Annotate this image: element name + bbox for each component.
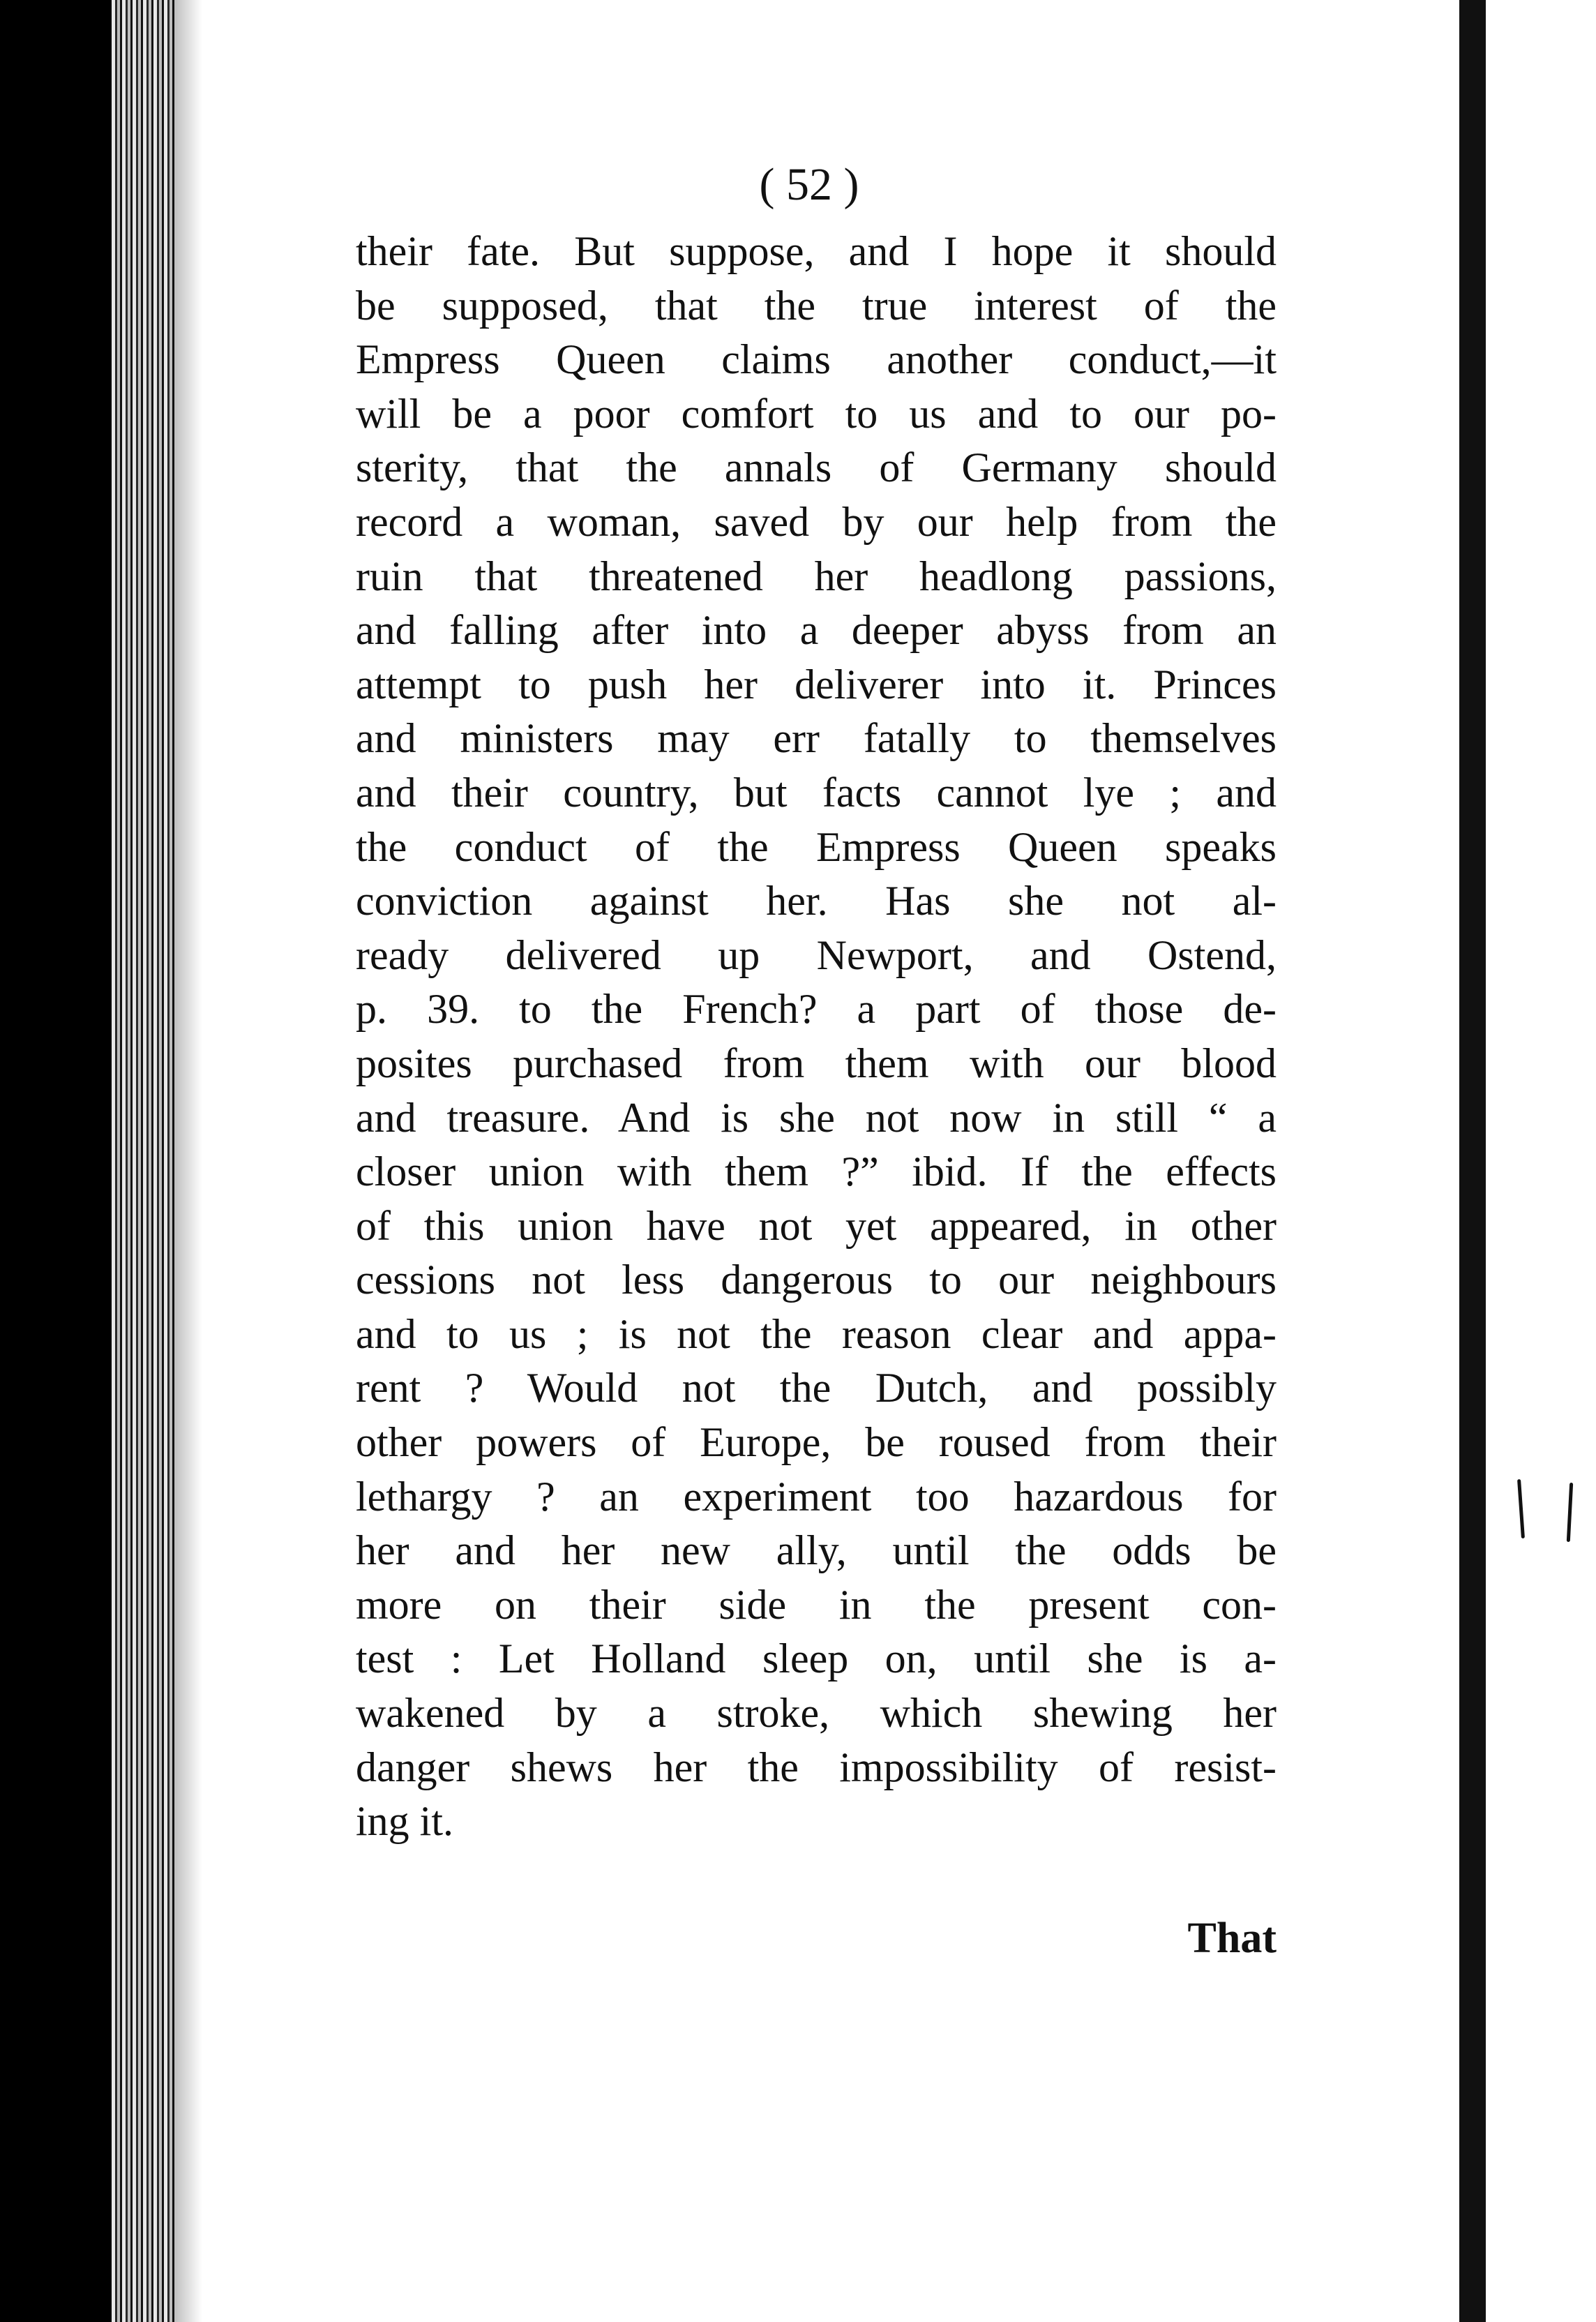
text-line: sterity, that the annals of Germany should bbox=[356, 444, 1277, 491]
text-line: her and her new ally, until the odds be bbox=[356, 1527, 1277, 1574]
catchword: That bbox=[1187, 1915, 1277, 1962]
text-line: cessions not less dangerous to our neighbours bbox=[356, 1257, 1277, 1303]
text-line: closer union with them ?” ibid. If the effects bbox=[356, 1148, 1277, 1195]
text-line: ruin that threatened her headlong passions, bbox=[356, 553, 1277, 599]
text-line: record a woman, saved by our help from the bbox=[356, 498, 1277, 545]
text-line: and ministers may err fatally to themselves bbox=[356, 715, 1277, 762]
text-line: more on their side in the present con- bbox=[356, 1581, 1277, 1628]
text-line: and to us ; is not the reason clear and appa- bbox=[356, 1310, 1277, 1357]
text-line: and their country, but facts cannot lye ; and bbox=[356, 769, 1277, 816]
binding-shadow bbox=[174, 0, 202, 2322]
page-number: ( 52 ) bbox=[759, 159, 859, 210]
text-line: conviction against her. Has she not al- bbox=[356, 878, 1277, 924]
text-line: will be a poor comfort to us and to our po- bbox=[356, 390, 1277, 437]
text-line: posites purchased from them with our blood bbox=[356, 1040, 1277, 1086]
text-line: their fate. But suppose, and I hope it should bbox=[356, 228, 1277, 274]
text-line: p. 39. to the French? a part of those de- bbox=[356, 986, 1277, 1033]
text-line: and falling after into a deeper abyss from an bbox=[356, 607, 1277, 654]
text-line: the conduct of the Empress Queen speaks bbox=[356, 823, 1277, 870]
text-line: test : Let Holland sleep on, until she is a- bbox=[356, 1635, 1277, 1682]
text-line: wakened by a stroke, which shewing her bbox=[356, 1690, 1277, 1737]
text-line: other powers of Europe, be roused from their bbox=[356, 1419, 1277, 1466]
text-line: rent ? Would not the Dutch, and possibly bbox=[356, 1365, 1277, 1411]
text-line: ready delivered up Newport, and Ostend, bbox=[356, 931, 1277, 978]
facing-page bbox=[1486, 0, 1596, 2322]
text-line: be supposed, that the true interest of the bbox=[356, 282, 1277, 329]
book-gutter bbox=[1459, 0, 1486, 2322]
page-edge-stack bbox=[112, 0, 174, 2322]
text-line: lethargy ? an experiment too hazardous for bbox=[356, 1473, 1277, 1520]
text-line: danger shews her the impossibility of resist- bbox=[356, 1744, 1277, 1790]
text-line: ing it. bbox=[356, 1798, 454, 1845]
text-line: and treasure. And is she not now in still “ a bbox=[356, 1094, 1277, 1141]
text-line: of this union have not yet appeared, in other bbox=[356, 1202, 1277, 1249]
text-line: Empress Queen claims another conduct,—it bbox=[356, 336, 1277, 383]
body-text bbox=[356, 225, 1277, 1849]
text-line: attempt to push her deliverer into it. Princes bbox=[356, 661, 1277, 707]
